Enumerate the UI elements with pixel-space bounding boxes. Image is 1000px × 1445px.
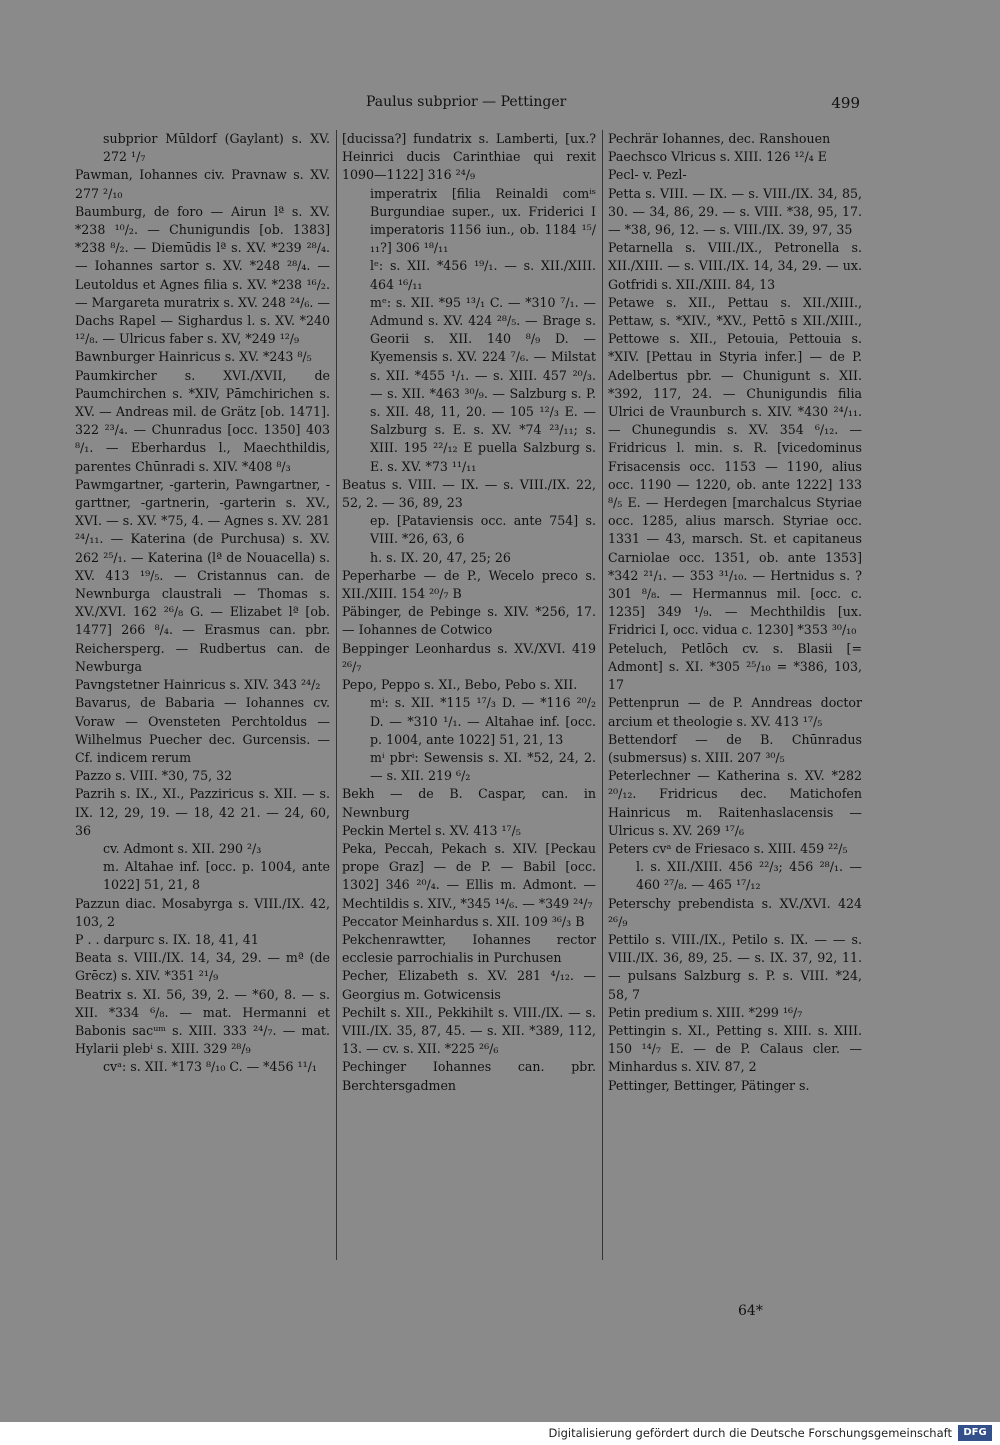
index-entry: Paechsco Vlricus s. XIII. 126 ¹²/₄ E xyxy=(608,149,827,165)
running-title: Paulus subprior — Pettinger xyxy=(366,94,567,110)
index-entry: Pechinger Iohannes can. pbr. Berchtersgadmen xyxy=(342,1059,596,1093)
index-entry: m. Altahae inf. [occ. p. 1004, ante 1022] 51, 21, 8 xyxy=(103,859,330,893)
index-entry: Pawmgartner, -garterin, Pawngartner, -garttner, -gartnerin, -garterin s. XV., XVI. — s. XV. *75, 4. — Agnes s. XV. 281 ²⁴/₁₁. — Katerina (de Purchusa) s. XV. 262 ²⁵/₁. — Katerina (lª de Nouacella) s. XV. 413 ¹⁹/₅. — Cristannus can. de Newnburga claustrali — Thomas s. XV./XVI. 162 ²⁶/₈ G. — Elizabet lª [ob. 1477] 266 ⁸/₄. — Erasmus can. pbr. Reichersperg. — Rudbertus can. de Newburga xyxy=(75,476,330,674)
index-entry: Pawman, Iohannes civ. Pravnaw s. XV. 277 ²/₁₀ xyxy=(75,167,330,201)
index-entry: Pepo, Peppo s. XI., Bebo, Pebo s. XII. xyxy=(342,677,578,693)
index-entry: Pettingin s. XI., Petting s. XIII. s. XIII. 150 ¹⁴/₇ E. — de P. Calaus cler. — Minhardus s. XIV. 87, 2 xyxy=(608,1022,862,1075)
dfg-logo-icon: DFG xyxy=(958,1425,992,1441)
index-entry: Baumburg, de foro — Airun lª s. XV. *238 ¹⁰/₂. — Chunigundis [ob. 1383] *238 ⁸/₂. — Diemūdis lª s. XV. *239 ²⁸/₄. — Iohannes sartor s. XV. *248 ²⁸/₄. — Leutoldus et Agnes filia s. XV. *238 ¹⁶/₂. — Margareta muratrix s. XV. 248 ²⁴/₆. — Dachs Rapel — Sighardus l. s. XV. *240 ¹²/₈. — Ulricus faber s. XV, *249 ¹²/₉ xyxy=(75,203,330,347)
index-entry: Pettinger, Bettinger, Pätinger s. xyxy=(608,1077,810,1093)
index-column-2 xyxy=(342,130,596,1095)
page-header xyxy=(0,94,1000,116)
index-entry: mᵉ: s. XII. *95 ¹³/₁ C. — *310 ⁷/₁. — Admund s. XV. 424 ²⁸/₅. — Brage s. Georii s. XII. 140 ⁸/₉ D. — Kyemensis s. XV. 224 ⁷/₆. — Milstat s. XII. *455 ¹/₁. — s. XIII. 457 ²⁰/₃. — s. XII. *463 ³⁰/₉. — Salzburg s. P. s. XII. 48, 11, 20. — 105 ¹²/₃ E. — Salzburg s. E. s. XV. *74 ²³/₁₁; s. XIII. 195 ²²/₁₂ E puella Salzburg s. E. s. XV. *73 ¹¹/₁₁ xyxy=(370,294,596,474)
index-entry: Peters cvᵃ de Friesaco s. XIII. 459 ²²/₅ xyxy=(608,840,848,856)
index-entry: Pechrär Iohannes, dec. Ranshouen xyxy=(608,131,831,146)
index-entry: Pazzo s. VIII. *30, 75, 32 xyxy=(75,768,233,784)
index-entry: mⁱ: s. XII. *115 ¹⁷/₃ D. — *116 ²⁰/₂ D. — *310 ¹/₁. — Altahae inf. [occ. p. 1004, ante 1022] 51, 21, 13 xyxy=(370,695,596,747)
column-rule-1 xyxy=(336,130,337,1260)
index-entry: Petta s. VIII. — IX. — s. VIII./IX. 34, 85, 30. — 34, 86, 29. — s. VIII. *38, 95, 17. — *38, 96, 12. — s. VIII./IX. 39, 97, 35 xyxy=(608,185,862,238)
index-column-1 xyxy=(75,130,330,1077)
index-entry: Pazzun diac. Mosabyrga s. VIII./IX. 42, 103, 2 xyxy=(75,895,330,929)
index-entry: Pavngstetner Hainricus s. XIV. 343 ²⁴/₂ xyxy=(75,677,321,693)
index-entry: P . . darpurc s. IX. 18, 41, 41 xyxy=(75,931,259,947)
index-entry: Peperharbe — de P., Wecelo preco s. XII./XIII. 154 ²⁰/₇ B xyxy=(342,567,596,602)
index-entry: Petin predium s. XIII. *299 ¹⁶/₇ xyxy=(608,1004,803,1020)
index-entry: Pecl- v. Pezl- xyxy=(608,167,687,183)
index-entry: Paumkircher s. XVI./XVII, de Paumchirchen s. *XIV, Pāmchirichen s. XV. — Andreas mil. de Grätz [ob. 1471]. 322 ²³/₄. — Chunradus [occ. 1350] 403 ⁸/₁. — Eberhardus l., Maechthildis, parentes Chūnradi s. XIV. *408 ⁸/₃ xyxy=(75,367,330,474)
index-entry: Pazrih s. IX., XI., Pazziricus s. XII. — s. IX. 12, 29, 19. — 18, 42 21. — 24, 60, 36 xyxy=(75,786,330,838)
index-entry: Bekh — de B. Caspar, can. in Newnburg xyxy=(342,786,596,820)
index-entry: Petawe s. XII., Pettau s. XII./XIII., Pettaw, s. *XIV., *XV., Pettō s XII./XIII., Pettowe s. XII., Petouia, Pettouia s. *XIV. [Pettau in Styria infer.] — de P. Adelbertus pbr. — Chunigunt s. XII. *392, 117, 24. — Chunigundis filia Ulrici de Vraunburch s. XIV. *430 ²⁴/₁₁. — Chunegundis s. XV. 354 ⁶/₁₂. — Fridricus l. min. s. R. [vicedominus Frisacensis occ. 1153 — 1190, alius occ. 1190 — 1220, ob. ante 1222] 133 ⁸/₅ E. — Herdegen [marchalcus Styriae occ. 1285, alius marsch. Styriae occ. 1331 — 43, marsch. St. et capitaneus Carniolae occ. 1351, ob. ante 1353] *342 ²¹/₁. — 353 ³¹/₁₀. — Hertnidus s. ? 301 ⁸/₈. — Hermannus mil. [occ. c. 1235] 349 ¹/₉. — Mechthildis [ux. Fridrici I, occ. vidua c. 1230] *353 ³⁰/₁₀ xyxy=(608,294,862,638)
index-entry: Beppinger Leonhardus s. XV./XVI. 419 ²⁶/₇ xyxy=(342,640,596,674)
index-entry: cv. Admont s. XII. 290 ²/₃ xyxy=(103,840,262,856)
index-entry: Peccator Meinhardus s. XII. 109 ³⁶/₃ B xyxy=(342,913,585,929)
index-entry: Beatrix s. XI. 56, 39, 2. — *60, 8. — s. XII. *334 ⁶/₈. — mat. Hermanni et Babonis sacᵘᵐ s. XIII. 333 ²⁴/₇. — mat. Hylarii plebⁱ s. XIII. 329 ²⁸/₉ xyxy=(75,986,330,1057)
index-entry: imperatrix [filia Reinaldi comⁱˢ Burgundiae super., ux. Friderici I imperatoris 1156 iun., ob. 1184 ¹⁵/₁₁?] 306 ¹⁸/₁₁ xyxy=(370,185,596,256)
index-entry: Pechilt s. XII., Pekkihilt s. VIII./IX. — s. VIII./IX. 35, 87, 45. — s. XII. *389, 112, 13. — cv. s. XII. *225 ²⁶/₆ xyxy=(342,1004,596,1057)
index-entry: Peterschy prebendista s. XV./XVI. 424 ²⁶/₉ xyxy=(608,895,862,929)
index-entry: Pettenprun — de P. Anndreas doctor arcium et theologie s. XV. 413 ¹⁷/₅ xyxy=(608,695,862,729)
index-entry: Peckin Mertel s. XV. 413 ¹⁷/₅ xyxy=(342,822,521,838)
index-entry: Bawnburger Hainricus s. XV. *243 ⁸/₅ xyxy=(75,349,312,365)
index-entry: Beata s. VIII./IX. 14, 34, 29. — mª (de Grēcz) s. XIV. *351 ²¹/₉ xyxy=(75,950,330,984)
index-entry: mⁱ pbrⁱ: Sewensis s. XI. *52, 24, 2. — s. XII. 219 ⁶/₂ xyxy=(370,749,596,784)
index-entry: Pekchenrawtter, Iohannes rector ecclesie parrochialis in Purchusen xyxy=(342,931,596,966)
funding-credit: Digitalisierung gefördert durch die Deutsche Forschungsgemeinschaft xyxy=(548,1426,952,1440)
index-entry: cvᵃ: s. XII. *173 ⁸/₁₀ C. — *456 ¹¹/₁ xyxy=(103,1059,317,1075)
index-entry: Päbinger, de Pebinge s. XIV. *256, 17. — Iohannes de Cotwico xyxy=(342,604,596,638)
index-entry: h. s. IX. 20, 47, 25; 26 xyxy=(370,549,511,565)
index-entry: ep. [Pataviensis occ. ante 754] s. VIII. *26, 63, 6 xyxy=(370,513,596,547)
index-entry: Petarnella s. VIII./IX., Petronella s. XII./XIII. — s. VIII./IX. 14, 34, 29. — ux. Gotfridi s. XII./XIII. 84, 13 xyxy=(608,240,862,292)
page-number: 499 xyxy=(831,94,860,112)
index-entry: Pettilo s. VIII./IX., Petilo s. IX. — — s. VIII./IX. 36, 89, 25. — s. IX. 37, 92, 11. — pulsans Salzburg s. P. s. VIII. *24, 58, 7 xyxy=(608,931,862,1002)
signature-mark: 64* xyxy=(738,1303,763,1319)
index-entry: Beatus s. VIII. — IX. — s. VIII./IX. 22, 52, 2. — 36, 89, 23 xyxy=(342,476,596,511)
index-entry: lᵉ: s. XII. *456 ¹⁹/₁. — s. XII./XIII. 464 ¹⁶/₁₁ xyxy=(370,258,596,292)
index-entry: Peteluch, Petlōch cv. s. Blasii [= Admont] s. XI. *305 ²⁵/₁₀ = *386, 103, 17 xyxy=(608,640,862,693)
index-column-3 xyxy=(608,130,862,1095)
column-rule-2 xyxy=(602,130,603,1260)
index-entry: Peka, Peccah, Pekach s. XIV. [Peckau prope Graz] — de P. — Babil [occ. 1302] 346 ²⁰/₄. — Ellis m. Admont. — Mechtildis s. XIV., *345 ¹⁴/₆. — *349 ²⁴/₇ xyxy=(342,840,596,911)
index-entry: subprior Mūldorf (Gaylant) s. XV. 272 ¹/₇ xyxy=(103,131,330,165)
index-entry: Peterlechner — Katherina s. XV. *282 ²⁰/₁₂. Fridricus dec. Matichofen Hainricus m. Raitenhaslacensis — Ulricus s. XV. 269 ¹⁷/₆ xyxy=(608,768,862,838)
footer-bar xyxy=(0,1422,1000,1445)
index-entry: Bavarus, de Babaria — Iohannes cv. Voraw — Ovensteten Perchtoldus — Wilhelmus Puecher dec. Gurcensis. — Cf. indicem rerum xyxy=(75,695,330,765)
index-entry: l. s. XII./XIII. 456 ²²/₃; 456 ²⁸/₁. — 460 ²⁷/₈. — 465 ¹⁷/₁₂ xyxy=(636,859,862,893)
index-entry: Pecher, Elizabeth s. XV. 281 ⁴/₁₂. — Georgius m. Gotwicensis xyxy=(342,968,596,1002)
index-entry: Bettendorf — de B. Chūnradus (submersus) s. XIII. 207 ³⁰/₅ xyxy=(608,731,862,765)
index-entry: [ducissa?] fundatrix s. Lamberti, [ux.? Heinrici ducis Carinthiae qui rexit 1090—1122] 316 ²⁴/₉ xyxy=(342,131,596,183)
